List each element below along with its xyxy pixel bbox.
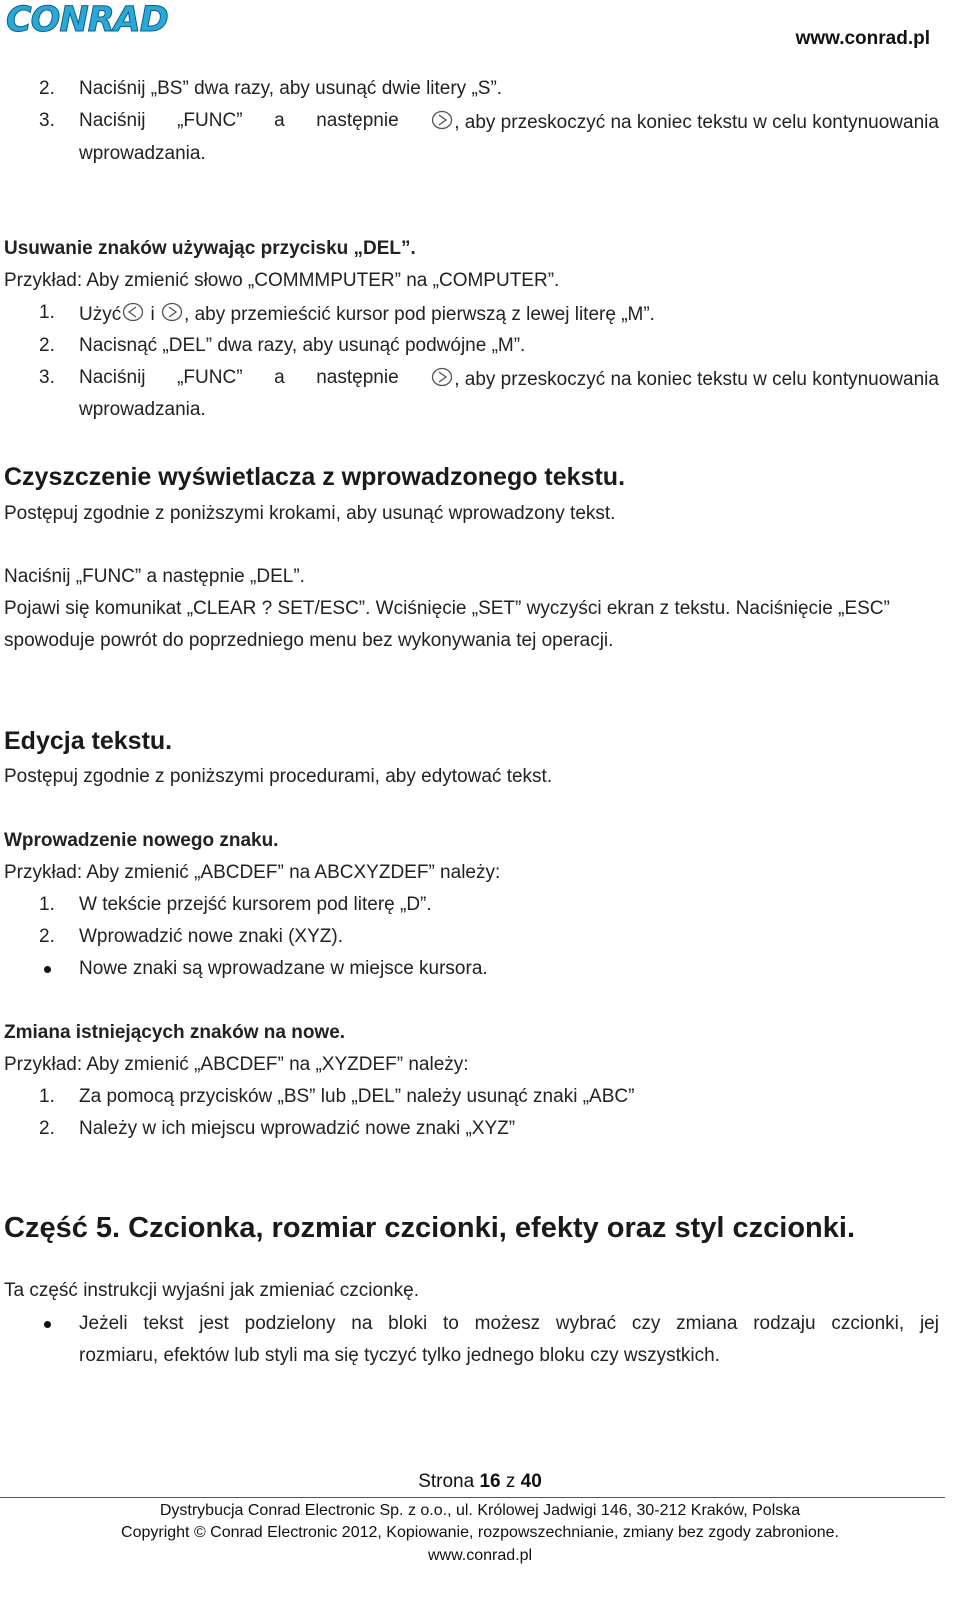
arrow-right-circle-icon [161, 302, 183, 322]
footer-line1: Dystrybucja Conrad Electronic Sp. z o.o., ul. Królowej Jadwigi 146, 30-212 Kraków, Polska [159, 1502, 801, 1519]
change-char-title: Zmiana istniejących znaków na nowe. [4, 1022, 346, 1043]
list-text: Użyć i , aby przemieścić kursor pod pierwszą z lewej literę „M”. [79, 304, 655, 325]
list-number: 3. [39, 367, 55, 388]
list-text: Naciśnij „BS” dwa razy, aby usunąć dwie litery „S”. [79, 78, 503, 99]
word: a [274, 110, 285, 131]
word: podzielony [244, 1313, 336, 1334]
list-number: 2. [39, 926, 55, 947]
conrad-logo: CONRAD [6, 0, 168, 40]
list-text: Nacisnąć „DEL” dwa razy, aby usunąć podwójne „M”. [79, 335, 526, 356]
del-section-title: Usuwanie znaków używając przycisku „DEL”. [4, 238, 416, 259]
list-text: Nowe znaki są wprowadzane w miejsce kursora. [79, 958, 488, 979]
clear-section-message-line1: Pojawi się komunikat „CLEAR ? SET/ESC”. Wciśnięcie „SET” wyczyści ekran z tekstu. Naciśnięcie „ESC” [4, 598, 890, 619]
page-number: Strona 16 z 40 [418, 1471, 542, 1492]
word: Naciśnij [79, 367, 146, 388]
word: następnie [316, 110, 399, 131]
word: zmiana [676, 1313, 738, 1334]
word: wybrać [555, 1313, 617, 1334]
word: to [443, 1313, 459, 1334]
clear-section-intro: Postępuj zgodnie z poniższymi krokami, aby usunąć wprowadzony tekst. [4, 503, 616, 524]
word: czy [631, 1313, 661, 1334]
word: jej [919, 1313, 939, 1334]
list-number: 2. [39, 335, 55, 356]
clear-section-message-line2: spowoduje powrót do poprzedniego menu bez wykonywania tej operacji. [4, 630, 614, 651]
del-item3-cont: wprowadzania. [79, 399, 206, 420]
list-text-justified [79, 367, 939, 391]
header-site-url: www.conrad.pl [795, 28, 930, 49]
list-text: Za pomocą przycisków „BS” lub „DEL” należy usunąć znaki „ABC” [79, 1086, 635, 1107]
list-number: 1. [39, 894, 55, 915]
list-number: 3. [39, 110, 55, 131]
change-char-example: Przykład: Aby zmienić „ABCDEF” na „XYZDEF” należy: [4, 1054, 469, 1075]
arrow-right-circle-icon [431, 110, 453, 130]
clear-section-step: Naciśnij „FUNC” a następnie „DEL”. [4, 566, 305, 587]
new-char-example: Przykład: Aby zmienić „ABCDEF” na ABCXYZDEF” należy: [4, 862, 501, 883]
list-text: Należy w ich miejscu wprowadzić nowe znaki „XYZ” [79, 1118, 516, 1139]
word: rodzaju [753, 1313, 816, 1334]
word: Jeżeli [79, 1313, 128, 1334]
clear-section-heading: Czyszczenie wyświetlacza z wprowadzonego tekstu. [4, 463, 626, 491]
word: bloki [388, 1313, 428, 1334]
list-number: 2. [39, 78, 55, 99]
text-run: , aby przeskoczyć na koniec tekstu w celu kontynuowania [430, 367, 939, 391]
part5-intro: Ta część instrukcji wyjaśni jak zmieniać czcionkę. [4, 1280, 419, 1301]
arrow-left-circle-icon [122, 302, 144, 322]
footer-divider [0, 1497, 945, 1498]
bullet-icon [44, 1321, 51, 1328]
footer-line2: Copyright © Conrad Electronic 2012, Kopiowanie, rozpowszechnianie, zmiany bez zgody zabronione. [121, 1524, 839, 1541]
word: „FUNC” [177, 367, 243, 388]
part5-heading: Część 5. Czcionka, rozmiar czcionki, efekty oraz styl czcionki. [4, 1212, 855, 1244]
new-char-title: Wprowadzenie nowego znaku. [4, 830, 279, 851]
footer-url: www.conrad.pl [427, 1547, 533, 1564]
word: następnie [316, 367, 399, 388]
part5-bullet-cont: rozmiaru, efektów lub styli ma się tyczyć tylko jednego bloku czy wszystkich. [79, 1345, 720, 1366]
word: na [351, 1313, 373, 1334]
word: czcionki, [831, 1313, 905, 1334]
word: jest [199, 1313, 229, 1334]
word: a [274, 367, 285, 388]
bullet-icon [44, 966, 51, 973]
word: „FUNC” [177, 110, 243, 131]
word: tekst [143, 1313, 184, 1334]
list-number: 1. [39, 302, 55, 323]
word: Naciśnij [79, 110, 146, 131]
list-text-justified [79, 110, 939, 134]
list-number: 1. [39, 1086, 55, 1107]
list-text-justified [79, 1313, 939, 1335]
edit-section-intro: Postępuj zgodnie z poniższymi procedurami, aby edytować tekst. [4, 766, 553, 787]
list-text: Wprowadzić nowe znaki (XYZ). [79, 926, 343, 947]
block1-item3-cont: wprowadzania. [79, 143, 206, 164]
list-number: 2. [39, 1118, 55, 1139]
del-section-example: Przykład: Aby zmienić słowo „COMMMPUTER” na „COMPUTER”. [4, 270, 560, 291]
list-text: W tekście przejść kursorem pod literę „D”. [79, 894, 432, 915]
text-run: , aby przeskoczyć na koniec tekstu w celu kontynuowania [430, 110, 939, 134]
arrow-right-circle-icon [431, 367, 453, 387]
edit-section-heading: Edycja tekstu. [4, 727, 173, 755]
word: możesz [474, 1313, 541, 1334]
